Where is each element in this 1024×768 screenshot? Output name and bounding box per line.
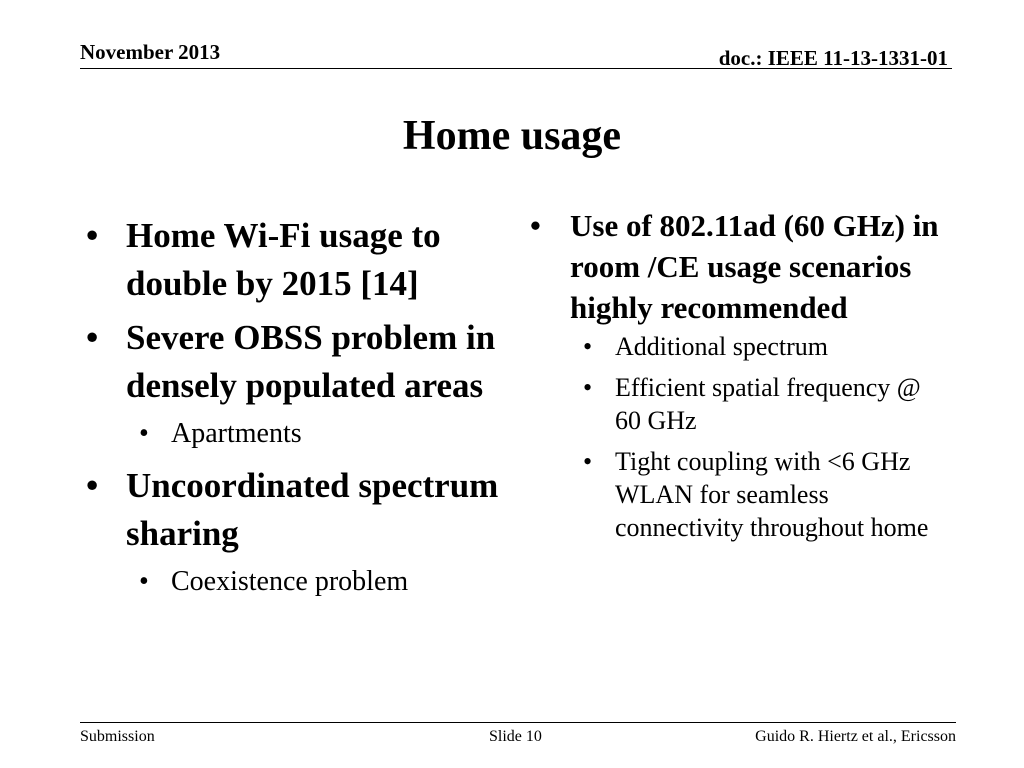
bullet-item xyxy=(530,205,950,544)
sub-bullet-item xyxy=(570,445,950,544)
left-bullet-list xyxy=(86,212,506,610)
slide-title: Home usage xyxy=(402,113,622,159)
bullet-dot-icon: • xyxy=(139,418,149,449)
header-doc-id: doc.: IEEE 11-13-1331-01 xyxy=(718,46,948,70)
bullet-item xyxy=(86,462,506,602)
bullet-dot-icon: • xyxy=(583,332,593,361)
sub-bullet-item xyxy=(570,371,950,437)
sub-bullet-text: Coexistence problem xyxy=(171,566,409,597)
bullet-dot-icon: • xyxy=(86,216,99,255)
bullet-item xyxy=(86,314,506,454)
footer-slide-number: Slide 10 xyxy=(489,728,542,745)
bullet-dot-icon: • xyxy=(139,566,149,597)
bullet-dot-icon: • xyxy=(86,318,99,357)
sub-bullet-text: Efficient spatial frequency @ 60 GHz xyxy=(615,373,921,435)
sub-bullet-item xyxy=(126,562,506,602)
bullet-text: Home Wi-Fi usage to double by 2015 [14] xyxy=(126,216,441,303)
footer-submission: Submission xyxy=(80,728,155,745)
header-divider xyxy=(80,68,952,69)
bullet-dot-icon: • xyxy=(530,208,541,243)
sub-bullet-item xyxy=(570,330,950,363)
bullet-dot-icon: • xyxy=(86,466,99,505)
header-date: November 2013 xyxy=(80,40,221,64)
bullet-dot-icon: • xyxy=(583,447,593,476)
bullet-dot-icon: • xyxy=(583,373,593,402)
footer-divider xyxy=(80,722,956,723)
bullet-text: Use of 802.11ad (60 GHz) in room /CE usage scenarios highly recommended xyxy=(570,208,939,325)
sub-bullet-item xyxy=(126,414,506,454)
right-bullet-list xyxy=(530,205,950,552)
sub-bullet-text: Tight coupling with <6 GHz WLAN for seamless connectivity throughout home xyxy=(615,447,929,542)
sub-bullet-text: Additional spectrum xyxy=(615,332,829,361)
bullet-item xyxy=(86,212,506,308)
bullet-text: Severe OBSS problem in densely populated areas xyxy=(126,318,496,405)
bullet-text: Uncoordinated spectrum sharing xyxy=(126,466,499,553)
footer-author: Guido R. Hiertz et al., Ericsson xyxy=(755,728,956,745)
sub-bullet-text: Apartments xyxy=(171,418,302,449)
